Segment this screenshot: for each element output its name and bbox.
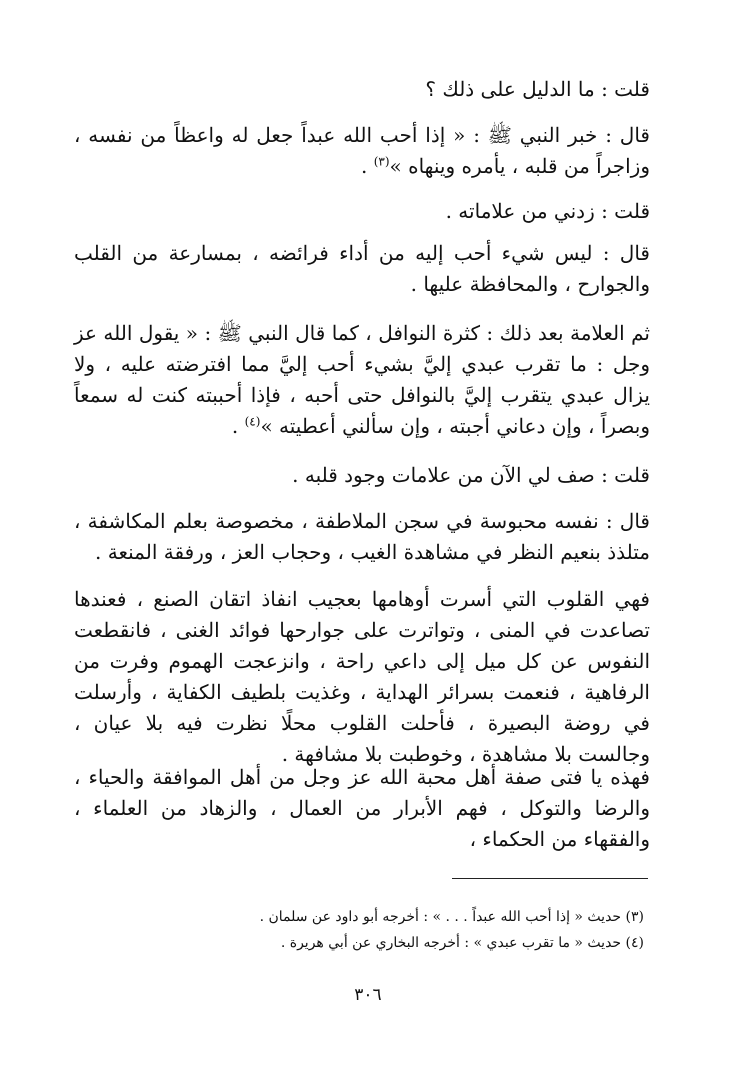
footnote-text: (٤) حديث « ما تقرب عبدي » : أخرجه البخاري عن أبي هريرة . xyxy=(280,935,644,951)
paragraph-voluntary-deeds xyxy=(74,318,650,442)
footnote-3 xyxy=(74,904,644,930)
paragraph-text: فهي القلوب التي أسرت أوهامها بعجيب انفاذ اتقان الصنع ، فعندها تصاعدت في المنى ، وتواترت على جوارحها فوائد الغنى ، فانقطعت النفوس عن كل ميل إلى داعي راحة ، وانزعجت الهموم وفرت من الرفاهية ، فنعمت بسرائر الهداية ، وغذيت بلطيف الكفاية ، وأرسلت في روضة البصيرة ، فأحلت القلوب محلًا نظرت فيه بلا عيان ، وجالست بلا مشاهدة ، وخوطبت بلا مشافهة . xyxy=(74,587,650,766)
paragraph-hadith-admonisher xyxy=(74,120,650,182)
footnote-text: (٣) حديث « إذا أحب الله عبداً . . . » : أخرجه أبو داود عن سلمان . xyxy=(259,909,644,925)
paragraph-text: قال : نفسه محبوسة في سجن الملاطفة ، مخصوصة بعلم المكاشفة ، متلذذ بنعيم النظر في مشاهدة الغيب ، وحجاب العز ، ورفقة المنعة . xyxy=(74,509,650,564)
page-number: ٣٠٦ xyxy=(354,985,382,1005)
paragraph-answer-soul xyxy=(74,506,650,568)
footnote-divider xyxy=(452,878,648,879)
paragraph-text: فهذه يا فتى صفة أهل محبة الله عز وجل من أهل الموافقة والحياء ، والرضا والتوكل ، فهم الأبرار من العمال ، والزهاد من العلماء ، والفقهاء من الحكماء ، xyxy=(74,765,650,851)
paragraph-text: قال : ليس شيء أحب إليه من أداء فرائضه ، بمسارعة من القلب والجوارح ، والمحافظة عليها . xyxy=(74,241,650,296)
paragraph-hearts xyxy=(74,584,650,770)
paragraph-people-of-love xyxy=(74,762,650,855)
paragraph-question-more-signs xyxy=(74,196,650,227)
footnote-ref[interactable]: (٤) xyxy=(244,414,261,429)
paragraph-text: قلت : صف لي الآن من علامات وجود قلبه . xyxy=(292,463,650,487)
paragraph-tail: . xyxy=(360,154,374,178)
paragraph-text: ثم العلامة بعد ذلك : كثرة النوافل ، كما قال النبي ﷺ : « يقول الله عز وجل : ما تقرب عبدي إليَّ بشيء أحب إليَّ مما افترضته عليه ، ولا يزال عبدي يتقرب إليَّ بالنوافل حتى أحبه ، فإذا أحببته كنت له سمعاً وبصراً ، وإن دعاني أجبته ، وإن سألني أعطيته » xyxy=(74,321,650,438)
paragraph-question-evidence xyxy=(74,74,650,105)
footnote-4 xyxy=(74,930,644,956)
paragraph-text: قلت : زدني من علاماته . xyxy=(445,199,650,223)
paragraph-text: قال : خبر النبي ﷺ : « إذا أحب الله عبداً جعل له واعظاً من نفسه ، وزاجراً من قلبه ، يأمره وينهاه » xyxy=(74,123,650,178)
footnote-ref[interactable]: (٣) xyxy=(373,154,390,169)
paragraph-text: قلت : ما الدليل على ذلك ؟ xyxy=(425,77,650,101)
paragraph-question-heart xyxy=(74,460,650,491)
paragraph-tail: . xyxy=(231,414,245,438)
paragraph-answer-obligations xyxy=(74,238,650,300)
